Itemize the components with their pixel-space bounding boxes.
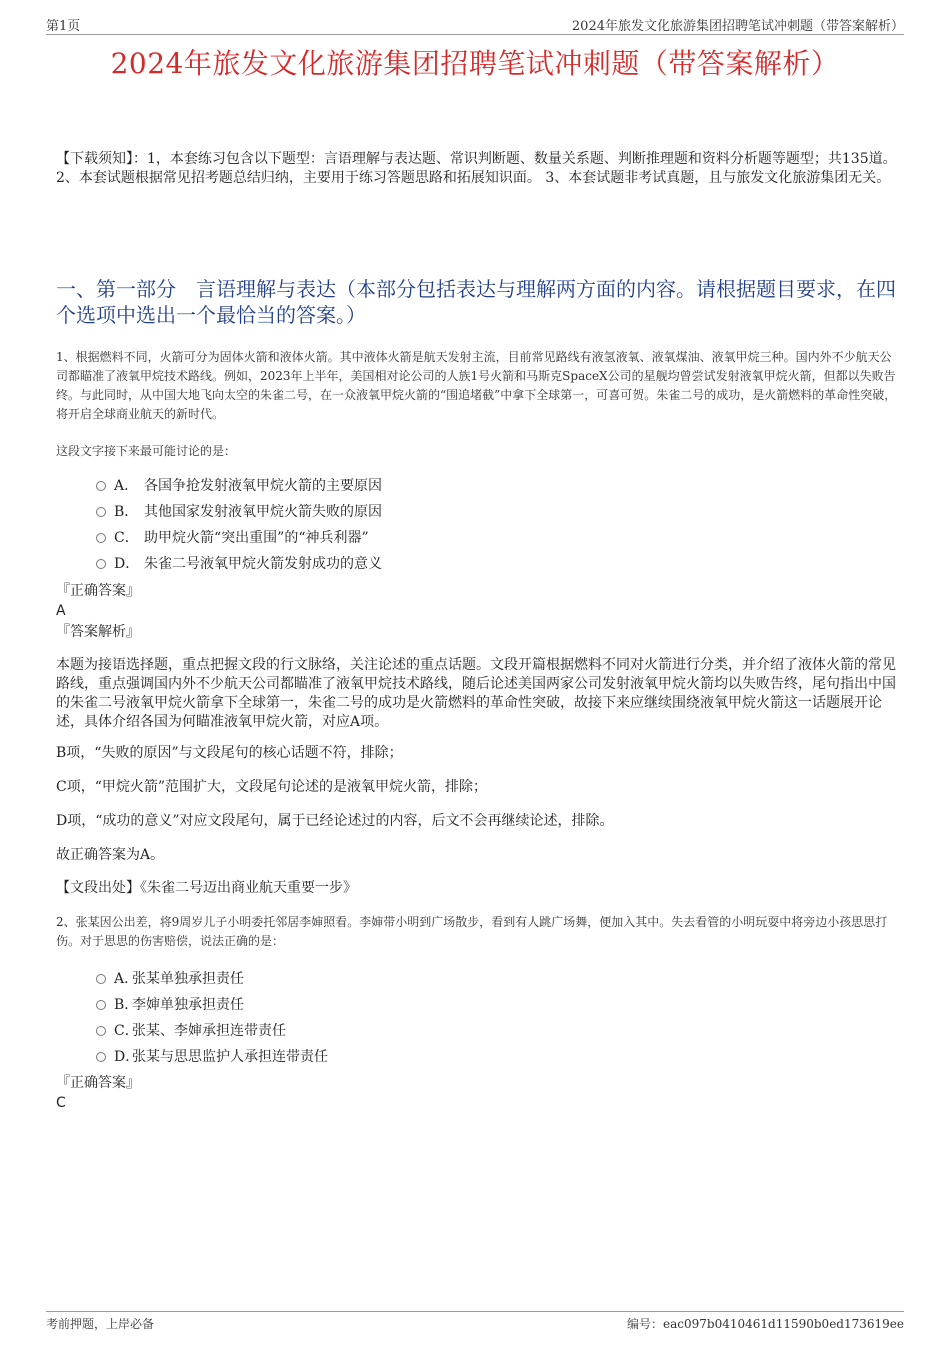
question-2-option-d[interactable]: D．张某与思思监护人承担连带责任 (96, 1044, 328, 1070)
footer-doc-id: 编号：eac097b0410461d11590b0ed173619ee (627, 1317, 904, 1331)
download-notice: 【下载须知】：1，本套练习包含以下题型：言语理解与表达题、常识判断题、数量关系题、判断推理题和资料分析题等题型；共135道。 2、本套试题根据常见招考题总结归纳，主要用于练习答题思路和拓展知识面。 3、本套试题非考试真题，且与旅发文化旅游集团无关。 (56, 151, 897, 186)
question-1-option-b[interactable]: B． 其他国家发射液氧甲烷火箭失败的原因 (96, 499, 382, 525)
question-1-text: 1、根据燃料不同，火箭可分为固体火箭和液体火箭。其中液体火箭是航天发射主流，目前常见路线有液氢液氧、液氧煤油、液氧甲烷三种。国内外不少航天公司都瞄准了液氧甲烷技术路线。例如，2023年上半年，美国相对论公司的人族1号火箭和马斯克SpaceX公司的星舰均曾尝试发射液氧甲烷火箭，但都以失败告终。与此同时，从中国大地飞向太空的朱雀二号，在一众液氧甲烷火箭的“围追堵截”中拿下全球第一，可喜可贺。朱雀二号的成功，是火箭燃料的革命性突破，将开启全球商业航天的新时代。 (56, 350, 897, 421)
footer-slogan: 考前押题，上岸必备 (46, 1317, 155, 1331)
question-2-option-b[interactable]: B．李婶单独承担责任 (96, 992, 328, 1018)
radio-icon[interactable] (96, 1000, 106, 1010)
radio-icon[interactable] (96, 1052, 106, 1062)
question-2-text: 2、张某因公出差，将9周岁儿子小明委托邻居李婶照看。李婶带小明到广场散步，看到有人跳广场舞，便加入其中。失去看管的小明玩耍中将旁边小孩思思打伤。对于思思的伤害赔偿，说法正确的是： (56, 915, 888, 948)
page-header (46, 12, 904, 35)
question-2-option-a[interactable]: A．张某单独承担责任 (96, 966, 328, 992)
page-footer (46, 1311, 904, 1332)
question-1-option-d[interactable]: D． 朱雀二号液氧甲烷火箭发射成功的意义 (96, 551, 382, 577)
radio-icon[interactable] (96, 1026, 106, 1036)
question-1-option-c[interactable]: C． 助甲烷火箭“突出重围”的“神兵利器” (96, 525, 382, 551)
question-1-conclusion: 故正确答案为A。 (56, 847, 165, 863)
question-2-answer: C (56, 1095, 66, 1111)
question-2-answer-label: 『正确答案』 (56, 1075, 140, 1091)
question-1-explain-b: B项，“失败的原因”与文段尾句的核心话题不符，排除； (56, 745, 403, 761)
question-1-answer-label: 『正确答案』 (56, 583, 140, 599)
section-title: 一、第一部分 言语理解与表达（本部分包括表达与理解两方面的内容。请根据题目要求，在四个选项中选出一个最恰当的答案。） (56, 277, 896, 327)
radio-icon[interactable] (96, 481, 106, 491)
question-1-analysis-label: 『答案解析』 (56, 624, 140, 640)
header-doc-name: 2024年旅发文化旅游集团招聘笔试冲刺题（带答案解析） (571, 19, 904, 34)
radio-icon[interactable] (96, 559, 106, 569)
question-1-options (96, 473, 382, 577)
question-1-prompt: 这段文字接下来最可能讨论的是： (56, 444, 237, 458)
page-number: 第1页 (46, 19, 81, 34)
radio-icon[interactable] (96, 974, 106, 984)
question-2-option-c[interactable]: C．张某、李婶承担连带责任 (96, 1018, 328, 1044)
question-1-answer: A (56, 603, 66, 619)
question-1-explain-d: D项，“成功的意义”对应文段尾句，属于已经论述过的内容，后文不会再继续论述，排除。 (56, 813, 614, 829)
question-1-source: 【文段出处】《朱雀二号迈出商业航天重要一步》 (56, 880, 357, 896)
question-1-explain-c: C项，“甲烷火箭”范围扩大，文段尾句论述的是液氧甲烷火箭，排除； (56, 779, 488, 795)
document-title: 2024年旅发文化旅游集团招聘笔试冲刺题（带答案解析） (110, 47, 840, 80)
radio-icon[interactable] (96, 507, 106, 517)
radio-icon[interactable] (96, 533, 106, 543)
question-1-option-a[interactable]: A． 各国争抢发射液氧甲烷火箭的主要原因 (96, 473, 382, 499)
question-2-options (96, 966, 328, 1070)
question-1-analysis: 本题为接语选择题，重点把握文段的行文脉络，关注论述的重点话题。文段开篇根据燃料不同对火箭进行分类，并介绍了液体火箭的常见路线，重点强调国内外不少航天公司都瞄准了液氧甲烷技术路线，随后论述美国两家公司发射液氧甲烷火箭均以失败告终，尾句指出中国的朱雀二号液氧甲烷火箭拿下全球第一，朱雀二号的成功是火箭燃料的革命性突破，故接下来应继续围绕液氧甲烷火箭这一话题展开论述，具体介绍各国为何瞄准液氧甲烷火箭，对应A项。 (56, 657, 896, 730)
